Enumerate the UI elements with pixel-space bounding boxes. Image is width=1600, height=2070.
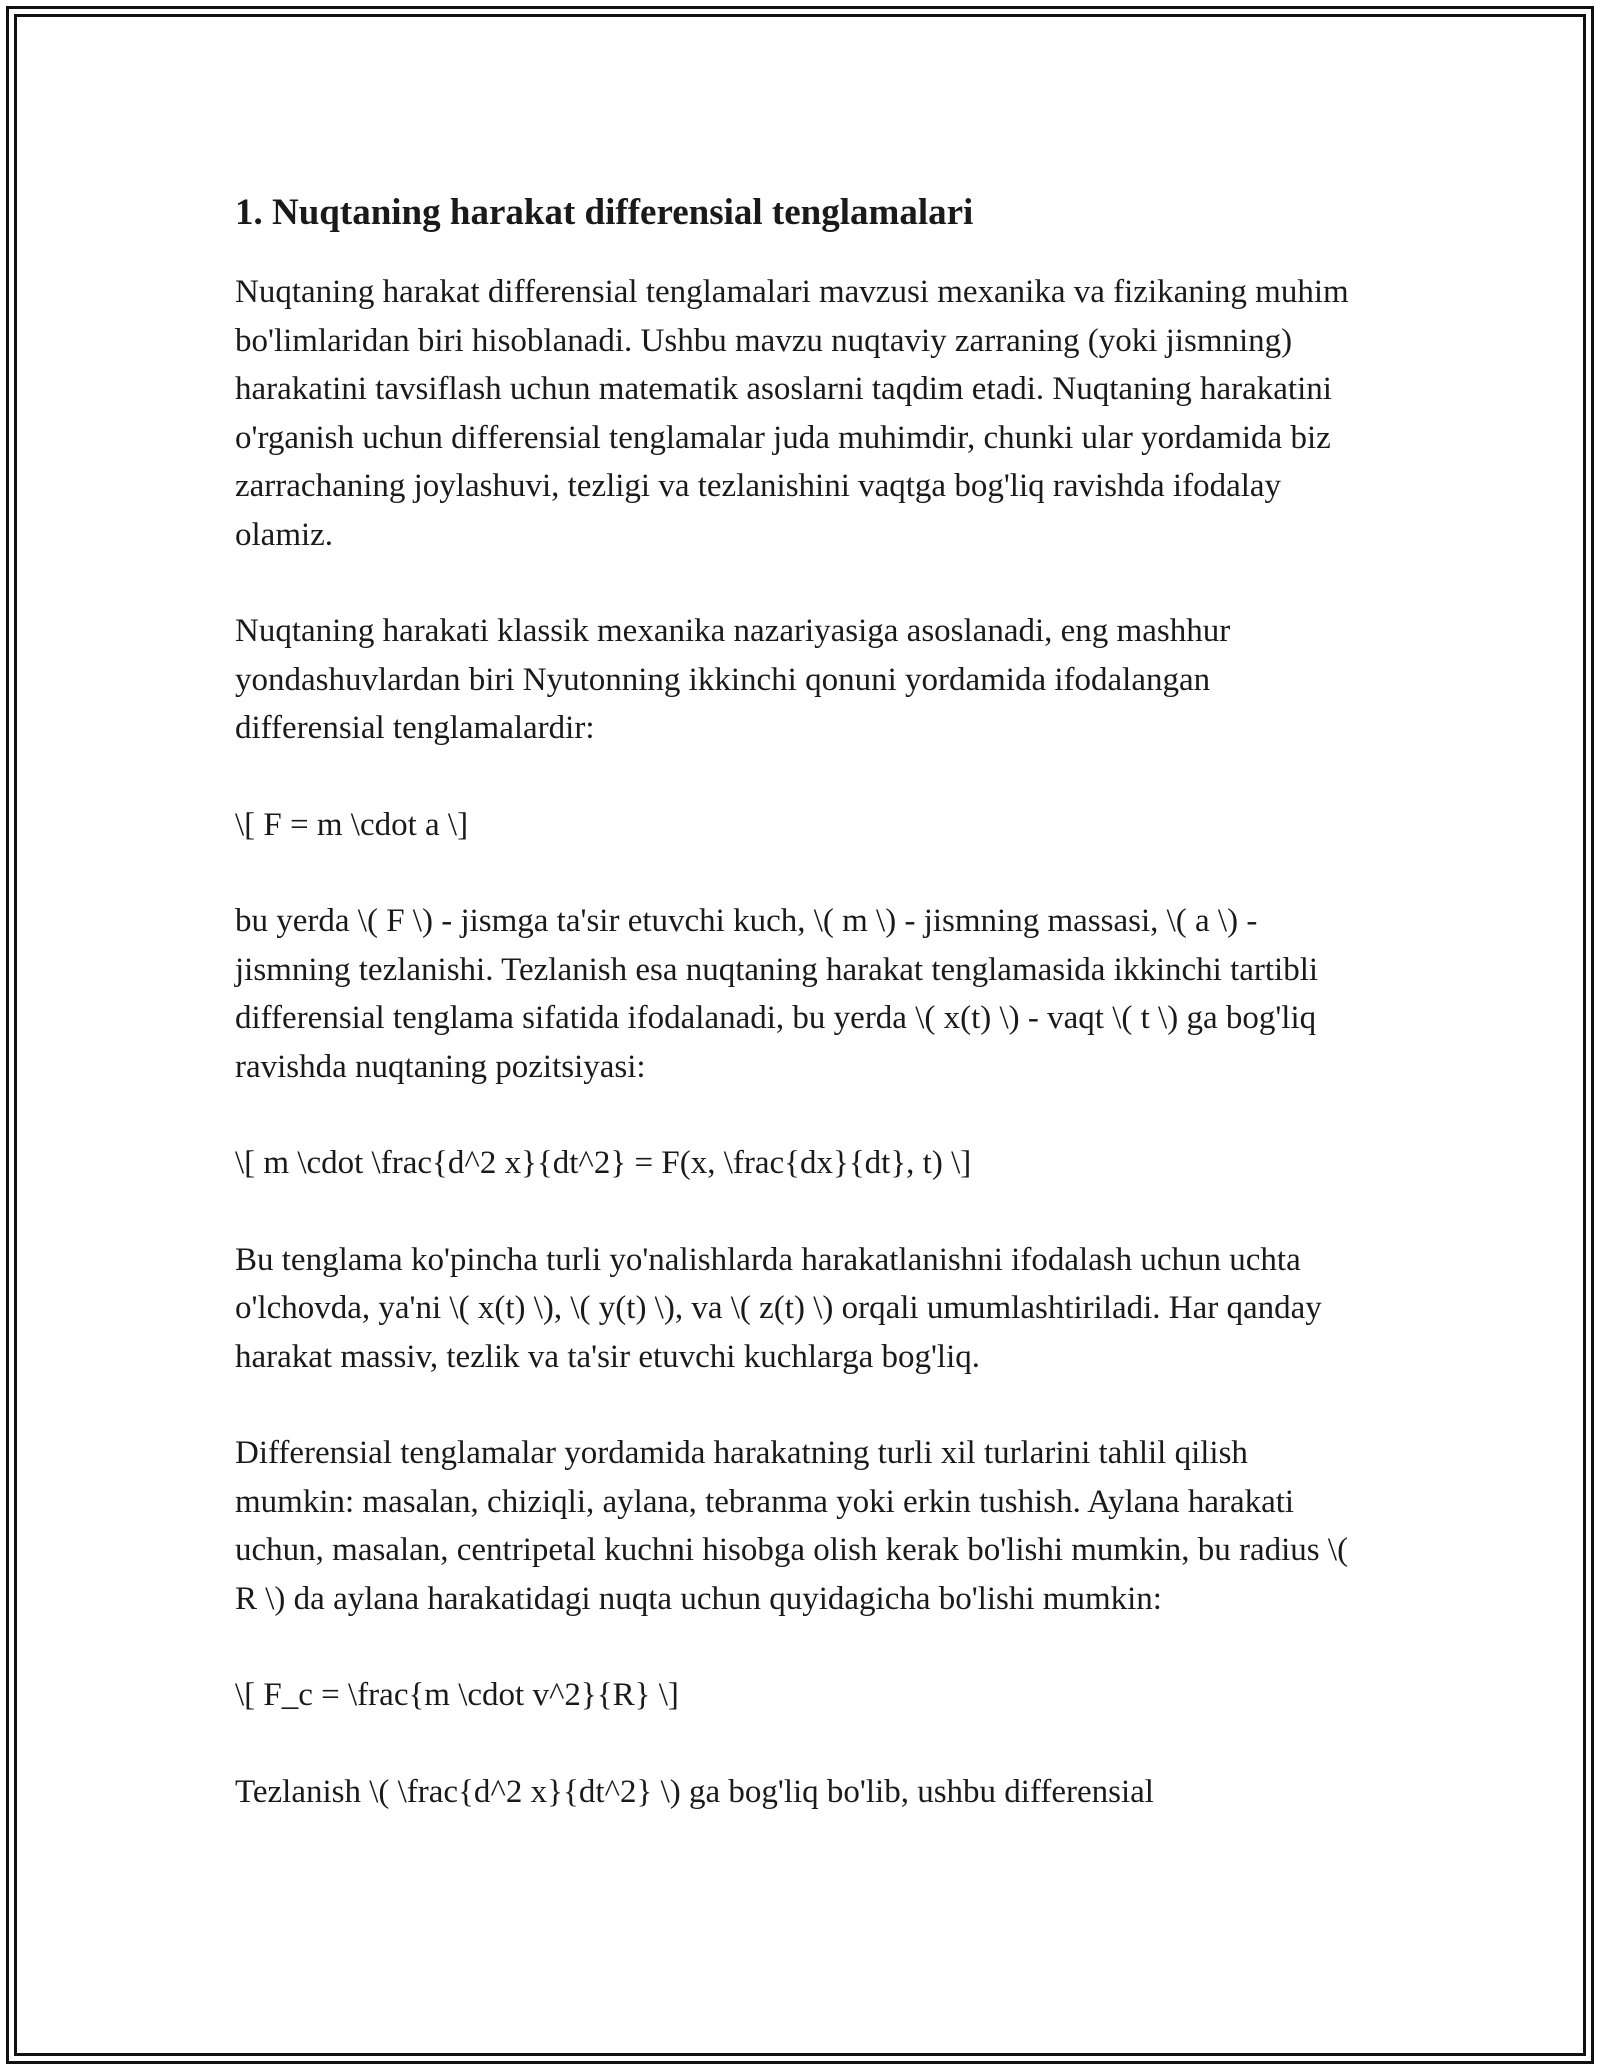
paragraph-acceleration: Tezlanish \( \frac{d^2 x}{dt^2} \) ga bog'liq bo'lib, ushbu differensial bbox=[235, 1773, 1154, 1810]
document-body bbox=[235, 186, 1365, 1864]
paragraph-intro: Nuqtaning harakat differensial tenglamalari mavzusi mexanika va fizikaning muhim bo'limlaridan biri hisoblanadi. Ushbu mavzu nuqtaviy zarraning (yoki jismning) harakatini tavsiflash uchun matematik asoslarni taqdim etadi. Nuqtaning harakatini o'rganish uchun differensial tenglamalar juda muhimdir, chunki ular yordamida biz zarrachaning joylashuvi, tezligi va tezlanishini vaqtga bog'liq ravishda ifodalay olamiz. bbox=[235, 274, 1349, 553]
section-title: 1. Nuqtaning harakat differensial tenglamalari bbox=[235, 192, 974, 233]
equation-newton-second-law: \[ F = m \cdot a \] bbox=[235, 806, 469, 843]
paragraph-three-dimensions: Bu tenglama ko'pincha turli yo'nalishlarda harakatlanishni ifodalash uchun uchta o'lchovda, ya'ni \( x(t) \), \( y(t) \), va \( z(t) \) orqali umumlashtiriladi. Har qanday harakat massiv, tezlik va ta'sir etuvchi kuchlarga bog'liq. bbox=[235, 1241, 1322, 1375]
equation-centripetal-force: \[ F_c = \frac{m \cdot v^2}{R} \] bbox=[235, 1677, 679, 1713]
paragraph-newton: Nuqtaning harakati klassik mexanika nazariyasiga asoslanadi, eng mashhur yondashuvlardan biri Nyutonning ikkinchi qonuni yordamida ifodalangan differensial tenglamalardir: bbox=[235, 613, 1231, 746]
paragraph-motion-types: Differensial tenglamalar yordamida harakatning turli xil turlarini tahlil qilish mumkin: masalan, chiziqli, aylana, tebranma yoki erkin tushish. Aylana harakati uchun, masalan, centripetal kuchni hisobga olish kerak bo'lishi mumkin, bu radius \( R \) da aylana harakatidagi nuqta uchun quyidagicha bo'lishi mumkin: bbox=[235, 1435, 1349, 1617]
equation-motion: \[ m \cdot \frac{d^2 x}{dt^2} = F(x, \frac{dx}{dt}, t) \] bbox=[235, 1145, 972, 1181]
paragraph-definitions: bu yerda \( F \) - jismga ta'sir etuvchi kuch, \( m \) - jismning massasi, \( a \) - jismning tezlanishi. Tezlanish esa nuqtaning harakat tenglamasida ikkinchi tartibli differensial tenglama sifatida ifodalanadi, bu yerda \( x(t) \) - vaqt \( t \) ga bog'liq ravishda nuqtaning pozitsiyasi: bbox=[235, 903, 1319, 1085]
